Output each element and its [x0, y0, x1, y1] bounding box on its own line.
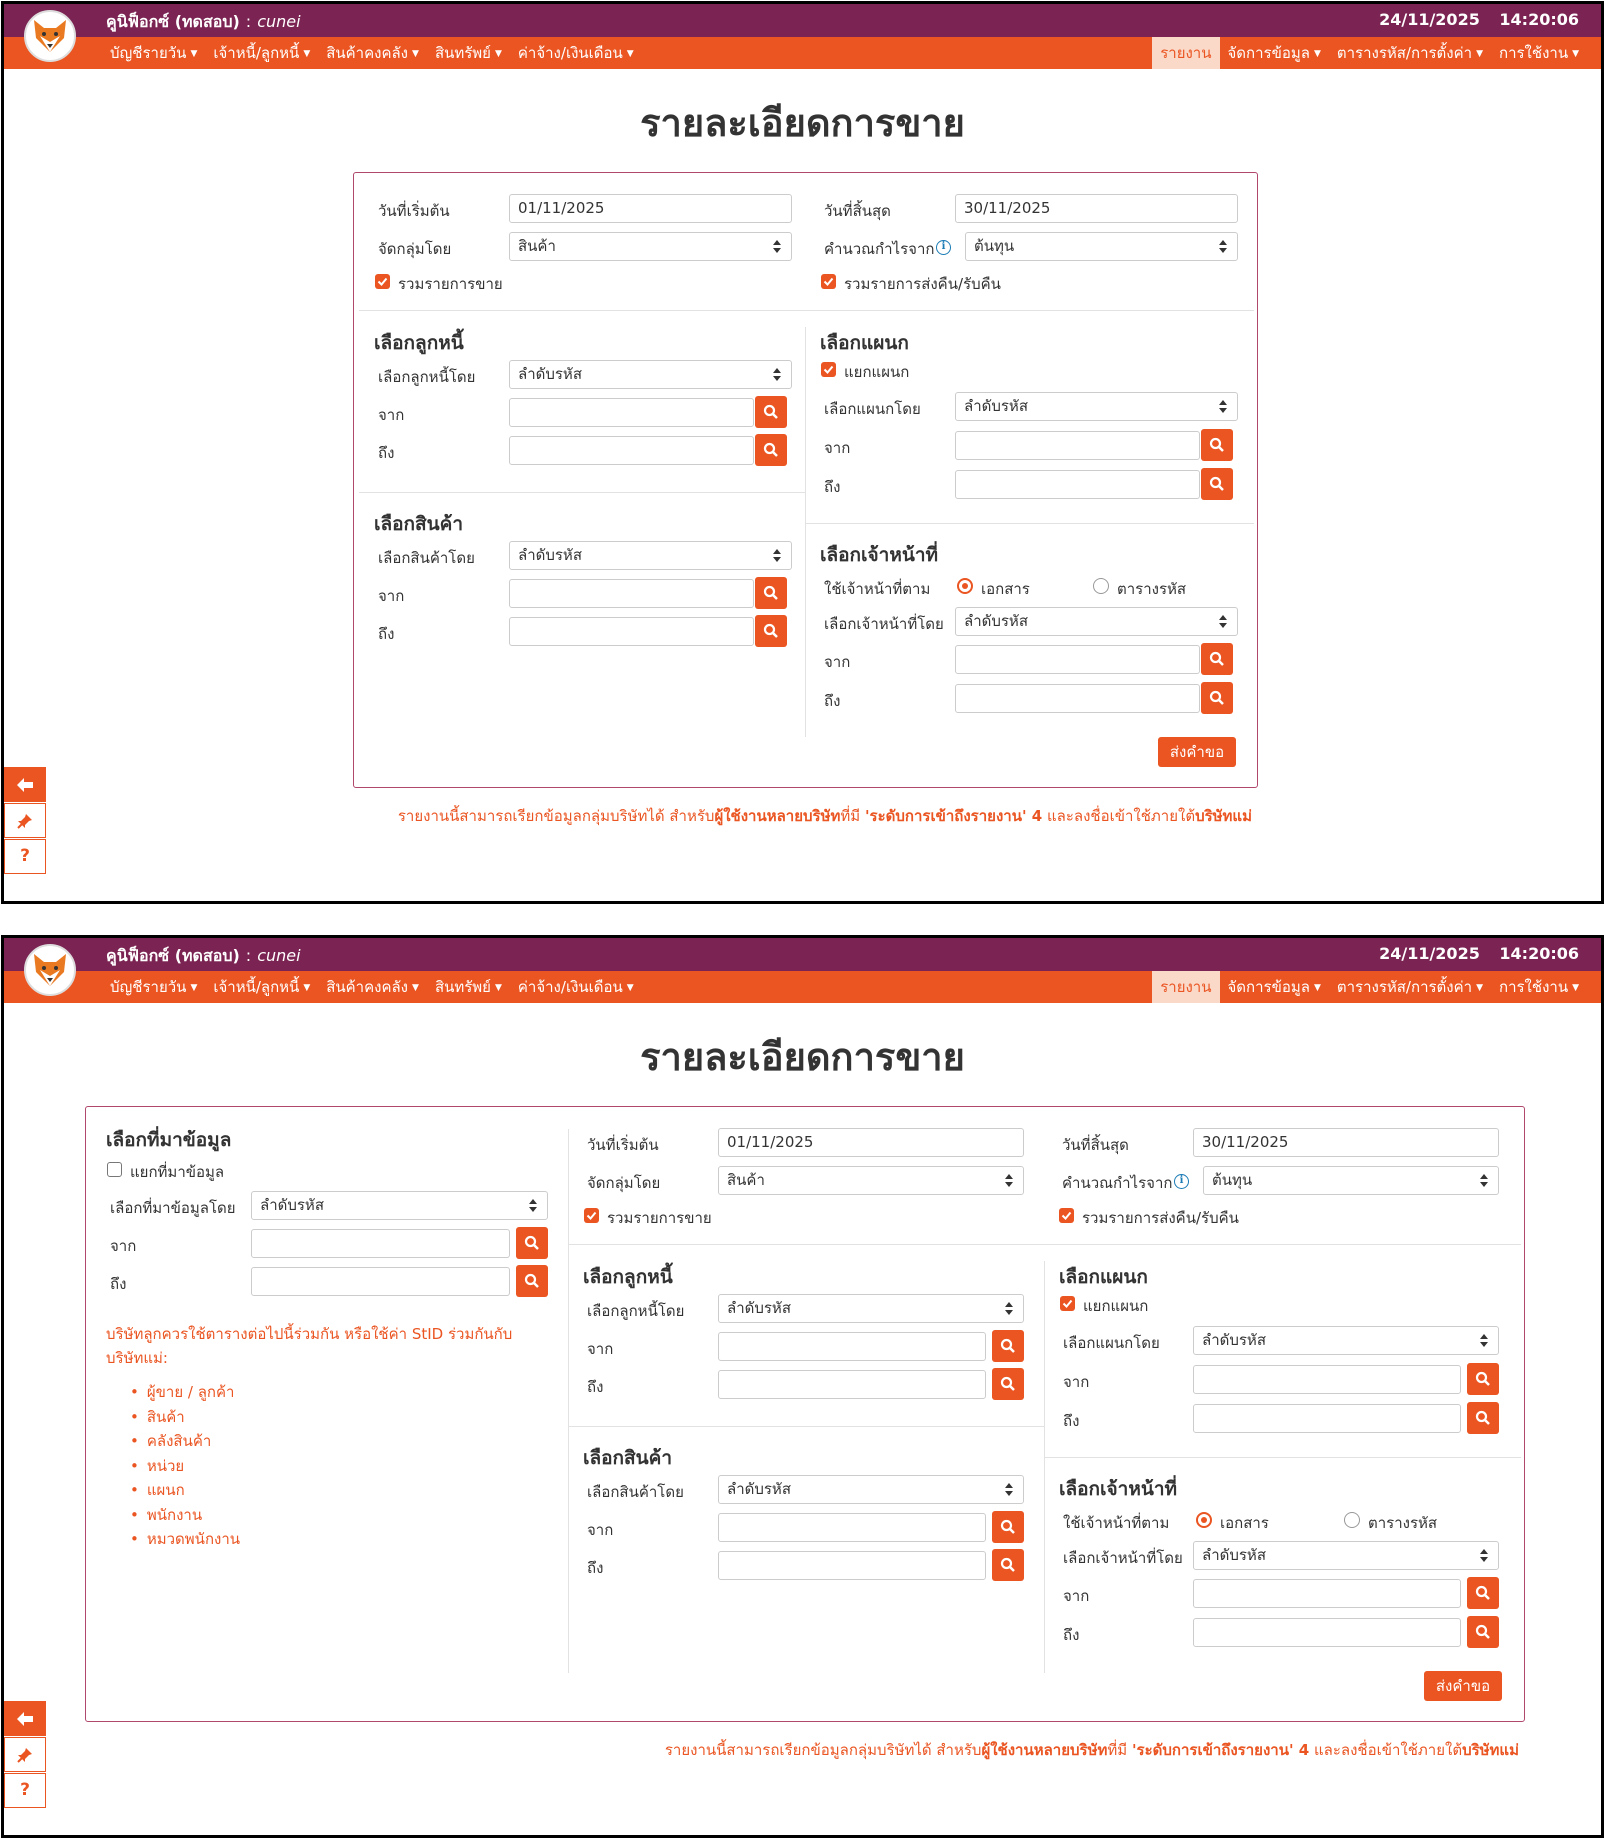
officer-doc-radio[interactable]	[1196, 1512, 1212, 1528]
department-by-label: เลือกแผนกโดย	[824, 400, 921, 418]
debtor-from-search-button[interactable]	[755, 396, 787, 428]
product-to-search-button[interactable]	[755, 615, 787, 647]
officer-from-label: จาก	[824, 653, 851, 671]
department-from-input[interactable]	[955, 431, 1200, 460]
group-report-note: รายงานนี้สามารถเรียกข้อมูลกลุ่มบริษัทได้ สำหรับผู้ใช้งานหลายบริษัทที่มี 'ระดับการเข้าถึงรายงาน' 4 และลงชื่อเข้าใช้ภายใต้บริษัทแม่	[397, 807, 1252, 825]
divider	[359, 310, 1254, 311]
department-by-select[interactable]: ลำดับรหัส	[1193, 1326, 1499, 1355]
back-arrow-icon	[16, 777, 34, 793]
product-to-input[interactable]	[509, 617, 754, 646]
product-from-input[interactable]	[718, 1513, 986, 1542]
divider	[568, 1129, 569, 1673]
nav-journal[interactable]: บัญชีรายวัน ▼	[110, 978, 198, 996]
submit-button[interactable]: ส่งคำขอ	[1424, 1671, 1502, 1701]
debtor-from-label: จาก	[378, 406, 405, 424]
nav-bar	[4, 971, 1601, 1003]
debtor-from-input[interactable]	[509, 398, 754, 427]
list-item: • ผู้ขาย / ลูกค้า	[130, 1380, 240, 1405]
start-date-input[interactable]: 01/11/2025	[509, 194, 792, 223]
divider	[1044, 1261, 1045, 1673]
department-to-input[interactable]	[1193, 1404, 1461, 1433]
product-by-select[interactable]: ลำดับรหัส	[718, 1475, 1024, 1504]
separate-department-checkbox[interactable]	[1060, 1296, 1075, 1311]
department-from-search-button[interactable]	[1467, 1363, 1499, 1395]
debtor-from-input[interactable]	[718, 1332, 986, 1361]
search-icon	[1209, 690, 1225, 706]
search-icon	[763, 585, 779, 601]
officer-from-search-button[interactable]	[1201, 643, 1233, 675]
nav-journal[interactable]: บัญชีรายวัน ▼	[110, 44, 198, 62]
submit-button[interactable]: ส่งคำขอ	[1158, 737, 1236, 767]
help-button[interactable]: ?	[4, 1773, 46, 1808]
source-to-input[interactable]	[251, 1267, 510, 1296]
product-by-label: เลือกสินค้าโดย	[378, 549, 475, 567]
product-by-select[interactable]: ลำดับรหัส	[509, 541, 792, 570]
divider	[805, 523, 1254, 524]
search-icon	[763, 442, 779, 458]
end-date-label: วันที่สิ้นสุด	[1062, 1136, 1129, 1154]
datetime: 24/11/2025 14:20:06	[1379, 10, 1579, 29]
pin-icon	[17, 1747, 33, 1763]
search-icon	[1209, 437, 1225, 453]
include-returns-label: รวมรายการส่งคืน/รับคืน	[844, 275, 1001, 293]
source-from-input[interactable]	[251, 1229, 510, 1258]
debtor-to-label: ถึง	[587, 1378, 604, 1396]
department-to-search-button[interactable]	[1201, 468, 1233, 500]
search-icon	[1209, 651, 1225, 667]
source-note: บริษัทลูกควรใช้ตารางต่อไปนี้ร่วมกัน หรือใช้ค่า StID ร่วมกันกับบริษัทแม่:	[106, 1325, 513, 1367]
product-from-search-button[interactable]	[755, 577, 787, 609]
start-date-label: วันที่เริ่มต้น	[587, 1136, 659, 1154]
list-item: • พนักงาน	[130, 1503, 240, 1528]
nav-usage[interactable]: การใช้งาน ▼	[1499, 978, 1579, 996]
debtor-to-label: ถึง	[378, 444, 395, 462]
product-to-label: ถึง	[378, 625, 395, 643]
department-by-label: เลือกแผนกโดย	[1063, 1334, 1160, 1352]
pin-icon	[17, 813, 33, 829]
divider	[805, 327, 806, 737]
source-to-search-button[interactable]	[516, 1265, 548, 1297]
product-from-search-button[interactable]	[992, 1511, 1024, 1543]
end-date-label: วันที่สิ้นสุด	[824, 202, 891, 220]
profit-from-label: คำนวณกำไรจาก	[824, 240, 935, 258]
officer-table-radio[interactable]	[1344, 1512, 1360, 1528]
group-by-select[interactable]: สินค้า	[718, 1166, 1024, 1195]
officer-doc-label: เอกสาร	[1220, 1514, 1269, 1532]
separate-source-checkbox[interactable]	[107, 1162, 122, 1177]
product-section-title: เลือกสินค้า	[583, 1447, 673, 1469]
divider	[569, 1244, 1521, 1245]
officer-to-label: ถึง	[824, 692, 841, 710]
list-item: • หน่วย	[130, 1454, 240, 1479]
end-date-input[interactable]: 30/11/2025	[1193, 1128, 1499, 1157]
profit-from-select[interactable]: ต้นทุน	[1203, 1166, 1499, 1195]
screenshot-1	[1, 1, 1604, 904]
app-title: คูนิฟ็อกซ์ (ทดสอบ) : cunei	[106, 12, 301, 31]
debtor-by-select[interactable]: ลำดับรหัส	[509, 360, 792, 389]
source-to-label: ถึง	[110, 1275, 127, 1293]
product-to-input[interactable]	[718, 1551, 986, 1580]
officer-table-radio[interactable]	[1093, 578, 1109, 594]
include-sales-checkbox[interactable]	[584, 1208, 599, 1223]
pin-button[interactable]	[4, 1737, 46, 1772]
officer-to-input[interactable]	[1193, 1618, 1461, 1647]
page-title: รายละเอียดการขาย	[640, 1035, 965, 1079]
profit-from-select[interactable]: ต้นทุน	[965, 232, 1238, 261]
nav-settings[interactable]: ตารางรหัส/การตั้งค่า ▼	[1336, 44, 1483, 62]
officer-to-search-button[interactable]	[1201, 682, 1233, 714]
debtor-to-input[interactable]	[509, 436, 754, 465]
search-icon	[1475, 1624, 1491, 1640]
officer-doc-radio[interactable]	[957, 578, 973, 594]
source-table-list	[130, 1380, 240, 1552]
separate-source-label: แยกที่มาข้อมูล	[130, 1163, 225, 1181]
officer-to-input[interactable]	[955, 684, 1200, 713]
top-bar	[4, 4, 1601, 37]
debtor-section-title: เลือกลูกหนี้	[583, 1266, 673, 1288]
source-from-search-button[interactable]	[516, 1227, 548, 1259]
page-title: รายละเอียดการขาย	[640, 101, 965, 145]
nav-ap-ar[interactable]: เจ้าหนี้/ลูกหนี้ ▼	[213, 44, 311, 62]
officer-use-label: ใช้เจ้าหน้าที่ตาม	[1063, 1514, 1170, 1532]
nav-data-manage[interactable]: จัดการข้อมูล ▼	[1227, 978, 1321, 996]
group-report-note: รายงานนี้สามารถเรียกข้อมูลกลุ่มบริษัทได้ สำหรับผู้ใช้งานหลายบริษัทที่มี 'ระดับการเข้าถึงรายงาน' 4 และลงชื่อเข้าใช้ภายใต้บริษัทแม่	[664, 1741, 1519, 1759]
end-date-input[interactable]: 30/11/2025	[955, 194, 1238, 223]
include-sales-label: รวมรายการขาย	[607, 1209, 712, 1227]
debtor-by-select[interactable]: ลำดับรหัส	[718, 1294, 1024, 1323]
nav-settings[interactable]: ตารางรหัส/การตั้งค่า ▼	[1336, 978, 1483, 996]
search-icon	[1209, 476, 1225, 492]
officer-by-label: เลือกเจ้าหน้าที่โดย	[1063, 1549, 1183, 1567]
search-icon	[1475, 1585, 1491, 1601]
list-item: • แผนก	[130, 1478, 240, 1503]
search-icon	[1475, 1371, 1491, 1387]
officer-by-label: เลือกเจ้าหน้าที่โดย	[824, 615, 944, 633]
include-sales-label: รวมรายการขาย	[398, 275, 503, 293]
source-section-title: เลือกที่มาข้อมูล	[106, 1129, 232, 1151]
pin-button[interactable]	[4, 803, 46, 838]
department-by-select[interactable]: ลำดับรหัส	[955, 392, 1238, 421]
include-sales-checkbox[interactable]	[375, 274, 390, 289]
back-arrow-icon	[16, 1711, 34, 1727]
officer-section-title: เลือกเจ้าหน้าที่	[1059, 1478, 1178, 1500]
officer-from-search-button[interactable]	[1467, 1577, 1499, 1609]
product-to-label: ถึง	[587, 1559, 604, 1577]
officer-table-label: ตารางรหัส	[1117, 580, 1187, 598]
back-button[interactable]	[4, 767, 46, 802]
product-from-label: จาก	[587, 1521, 614, 1539]
divider	[1044, 1457, 1521, 1458]
debtor-to-search-button[interactable]	[992, 1368, 1024, 1400]
nav-inventory[interactable]: สินค้าคงคลัง ▼	[326, 44, 419, 62]
nav-report[interactable]: รายงาน	[1152, 971, 1219, 1003]
nav-bar	[4, 37, 1601, 69]
fox-logo[interactable]	[24, 944, 76, 996]
top-bar	[4, 938, 1601, 971]
search-icon	[763, 404, 779, 420]
officer-from-input[interactable]	[1193, 1579, 1461, 1608]
department-from-label: จาก	[1063, 1373, 1090, 1391]
officer-by-select[interactable]: ลำดับรหัส	[955, 607, 1238, 636]
product-from-input[interactable]	[509, 579, 754, 608]
nav-report[interactable]: รายงาน	[1152, 37, 1219, 69]
debtor-by-label: เลือกลูกหนี้โดย	[587, 1302, 685, 1320]
debtor-to-search-button[interactable]	[755, 434, 787, 466]
nav-assets[interactable]: สินทรัพย์ ▼	[434, 978, 502, 996]
officer-doc-label: เอกสาร	[981, 580, 1030, 598]
department-to-input[interactable]	[955, 470, 1200, 499]
department-from-label: จาก	[824, 439, 851, 457]
search-icon	[1000, 1338, 1016, 1354]
search-icon	[1000, 1376, 1016, 1392]
department-to-label: ถึง	[1063, 1412, 1080, 1430]
officer-from-label: จาก	[1063, 1587, 1090, 1605]
separate-department-label: แยกแผนก	[1083, 1297, 1149, 1315]
debtor-section-title: เลือกลูกหนี้	[374, 332, 464, 354]
search-icon	[1000, 1557, 1016, 1573]
source-by-label: เลือกที่มาข้อมูลโดย	[110, 1199, 236, 1217]
group-by-label: จัดกลุ่มโดย	[587, 1174, 661, 1192]
list-item: • คลังสินค้า	[130, 1429, 240, 1454]
separate-department-label: แยกแผนก	[844, 363, 910, 381]
user-name: cunei	[257, 12, 301, 31]
nav-ap-ar[interactable]: เจ้าหนี้/ลูกหนี้ ▼	[213, 978, 311, 996]
search-icon	[524, 1273, 540, 1289]
info-icon[interactable]: i	[1174, 1174, 1189, 1189]
nav-assets[interactable]: สินทรัพย์ ▼	[434, 44, 502, 62]
user-name: cunei	[257, 946, 301, 965]
officer-to-label: ถึง	[1063, 1626, 1080, 1644]
department-from-search-button[interactable]	[1201, 429, 1233, 461]
department-section-title: เลือกแผนก	[1059, 1266, 1148, 1288]
nav-data-manage[interactable]: จัดการข้อมูล ▼	[1227, 44, 1321, 62]
include-returns-checkbox[interactable]	[1059, 1208, 1074, 1223]
nav-usage[interactable]: การใช้งาน ▼	[1499, 44, 1579, 62]
datetime: 24/11/2025 14:20:06	[1379, 944, 1579, 963]
search-icon	[524, 1235, 540, 1251]
nav-payroll[interactable]: ค่าจ้าง/เงินเดือน ▼	[517, 44, 634, 62]
product-section-title: เลือกสินค้า	[374, 513, 464, 535]
app-title: คูนิฟ็อกซ์ (ทดสอบ) : cunei	[106, 946, 301, 965]
debtor-from-search-button[interactable]	[992, 1330, 1024, 1362]
department-from-input[interactable]	[1193, 1365, 1461, 1394]
fox-logo[interactable]	[24, 10, 76, 62]
help-button[interactable]: ?	[4, 839, 46, 874]
source-from-label: จาก	[110, 1237, 137, 1255]
search-icon	[763, 623, 779, 639]
screenshot-2	[1, 935, 1604, 1838]
divider	[569, 1426, 1044, 1427]
officer-to-search-button[interactable]	[1467, 1616, 1499, 1648]
search-icon	[1475, 1410, 1491, 1426]
info-icon[interactable]: i	[936, 240, 951, 255]
officer-by-select[interactable]: ลำดับรหัส	[1193, 1541, 1499, 1570]
report-form-card	[353, 172, 1258, 788]
product-to-search-button[interactable]	[992, 1549, 1024, 1581]
include-returns-label: รวมรายการส่งคืน/รับคืน	[1082, 1209, 1239, 1227]
product-by-label: เลือกสินค้าโดย	[587, 1483, 684, 1501]
report-form-card	[85, 1106, 1525, 1722]
officer-from-input[interactable]	[955, 645, 1200, 674]
officer-section-title: เลือกเจ้าหน้าที่	[820, 544, 939, 566]
back-button[interactable]	[4, 1701, 46, 1736]
debtor-from-label: จาก	[587, 1340, 614, 1358]
group-by-label: จัดกลุ่มโดย	[378, 240, 452, 258]
nav-inventory[interactable]: สินค้าคงคลัง ▼	[326, 978, 419, 996]
officer-use-label: ใช้เจ้าหน้าที่ตาม	[824, 580, 931, 598]
profit-from-label: คำนวณกำไรจาก	[1062, 1174, 1173, 1192]
start-date-label: วันที่เริ่มต้น	[378, 202, 450, 220]
officer-table-label: ตารางรหัส	[1368, 1514, 1438, 1532]
department-section-title: เลือกแผนก	[820, 332, 909, 354]
nav-payroll[interactable]: ค่าจ้าง/เงินเดือน ▼	[517, 978, 634, 996]
divider	[359, 492, 805, 493]
separate-department-checkbox[interactable]	[821, 362, 836, 377]
list-item: • สินค้า	[130, 1405, 240, 1430]
group-by-select[interactable]: สินค้า	[509, 232, 792, 261]
department-to-search-button[interactable]	[1467, 1402, 1499, 1434]
search-icon	[1000, 1519, 1016, 1535]
department-to-label: ถึง	[824, 478, 841, 496]
debtor-to-input[interactable]	[718, 1370, 986, 1399]
list-item: • หมวดพนักงาน	[130, 1527, 240, 1552]
debtor-by-label: เลือกลูกหนี้โดย	[378, 368, 476, 386]
start-date-input[interactable]: 01/11/2025	[718, 1128, 1024, 1157]
source-by-select[interactable]: ลำดับรหัส	[251, 1191, 548, 1220]
product-from-label: จาก	[378, 587, 405, 605]
include-returns-checkbox[interactable]	[821, 274, 836, 289]
